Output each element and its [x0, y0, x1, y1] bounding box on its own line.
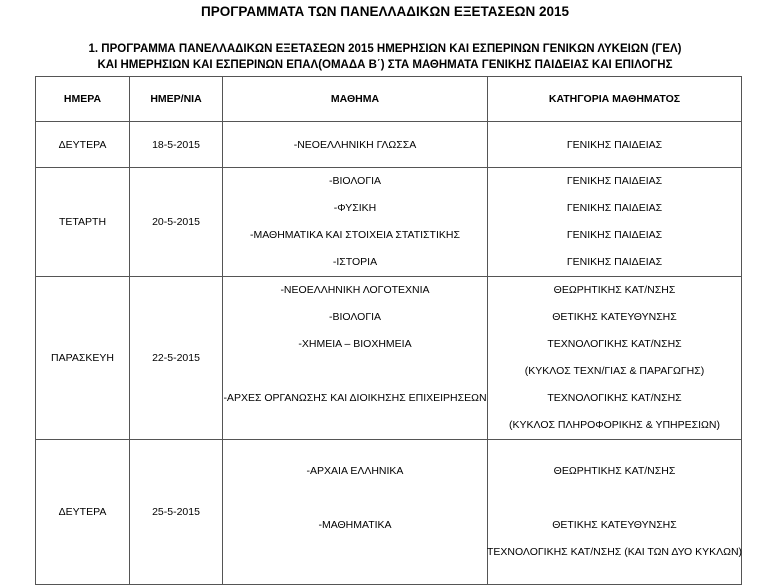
table-header-row	[36, 77, 742, 122]
subject-line: -ΙΣΤΟΡΙΑ	[332, 256, 378, 268]
table-row	[36, 277, 742, 440]
category-line: ΤΕΧΝΟΛΟΓΙΚΗΣ ΚΑΤ/ΝΣΗΣ	[547, 392, 682, 404]
date-cell: 18-5-2015	[130, 122, 223, 168]
category-line: (ΚΥΚΛΟΣ ΤΕΧΝ/ΓΙΑΣ & ΠΑΡΑΓΩΓΗΣ)	[524, 365, 705, 377]
date-cell: 22-5-2015	[130, 277, 223, 440]
table-row	[36, 168, 742, 277]
subject-line: -ΦΥΣΙΚΗ	[333, 202, 377, 214]
subject-cell	[223, 168, 488, 277]
subject-line: -ΒΙΟΛΟΓΙΑ	[328, 175, 382, 187]
subject-line: -ΧΗΜΕΙΑ – ΒΙΟΧΗΜΕΙΑ	[298, 338, 412, 350]
column-header-subject: ΜΑΘΗΜΑ	[223, 77, 488, 122]
day-cell: ΤΕΤΑΡΤΗ	[36, 168, 130, 277]
page-title: ΠΡΟΓΡΑΜΜΑΤΑ ΤΩΝ ΠΑΝΕΛΛΑΔΙΚΩΝ ΕΞΕΤΑΣΕΩΝ 2015	[200, 4, 569, 19]
table-row	[36, 122, 742, 168]
category-line: ΓΕΝΙΚΗΣ ΠΑΙΔΕΙΑΣ	[566, 138, 663, 151]
section-heading-line-2: ΚΑΙ ΗΜΕΡΗΣΙΩΝ ΚΑΙ ΕΣΠΕΡΙΝΩΝ ΕΠΑΛ(ΟΜΑΔΑ Β΄) ΣΤΑ ΜΑΘΗΜΑΤΑ ΓΕΝΙΚΗΣ ΠΑΙΔΕΙΑΣ ΚΑΙ ΕΠΙΛΟΓΗΣ	[97, 59, 673, 71]
subject-line: -ΑΡΧΕΣ ΟΡΓΑΝΩΣΗΣ ΚΑΙ ΔΙΟΙΚΗΣΗΣ ΕΠΙΧΕΙΡΗΣΕΩΝ	[223, 392, 487, 404]
section-heading	[0, 41, 770, 73]
day-cell: ΠΑΡΑΣΚΕΥΗ	[36, 277, 130, 440]
category-line: ΓΕΝΙΚΗΣ ΠΑΙΔΕΙΑΣ	[566, 229, 663, 241]
date-cell: 25-5-2015	[130, 440, 223, 585]
day-cell: ΔΕΥΤΕΡΑ	[36, 122, 130, 168]
category-line: ΤΕΧΝΟΛΟΓΙΚΗΣ ΚΑΤ/ΝΣΗΣ	[547, 338, 682, 350]
category-cell	[488, 168, 742, 277]
category-cell	[488, 277, 742, 440]
day-cell: ΔΕΥΤΕΡΑ	[36, 440, 130, 585]
category-line: ΓΕΝΙΚΗΣ ΠΑΙΔΕΙΑΣ	[566, 175, 663, 187]
exam-schedule-table	[35, 76, 742, 585]
category-line: (ΚΥΚΛΟΣ ΠΛΗΡΟΦΟΡΙΚΗΣ & ΥΠΗΡΕΣΙΩΝ)	[509, 419, 720, 431]
category-line: ΘΕΩΡΗΤΙΚΗΣ ΚΑΤ/ΝΣΗΣ	[553, 284, 676, 296]
category-cell	[488, 440, 742, 585]
category-line: ΓΕΝΙΚΗΣ ΠΑΙΔΕΙΑΣ	[566, 256, 663, 268]
category-line: ΘΕΤΙΚΗΣ ΚΑΤΕΥΘΥΝΣΗΣ	[552, 519, 677, 531]
subject-cell	[223, 440, 488, 585]
category-line: ΓΕΝΙΚΗΣ ΠΑΙΔΕΙΑΣ	[566, 202, 663, 214]
category-line: ΤΕΧΝΟΛΟΓΙΚΗΣ ΚΑΤ/ΝΣΗΣ (ΚΑΙ ΤΩΝ ΔΥΟ ΚΥΚΛΩΝ)	[486, 546, 743, 558]
date-cell: 20-5-2015	[130, 168, 223, 277]
subject-cell	[223, 277, 488, 440]
subject-line: -ΜΑΘΗΜΑΤΙΚΑ	[318, 519, 392, 531]
subject-cell	[223, 122, 488, 168]
category-cell	[488, 122, 742, 168]
subject-line: -ΑΡΧΑΙΑ ΕΛΛΗΝΙΚΑ	[306, 465, 404, 477]
category-line: ΘΕΩΡΗΤΙΚΗΣ ΚΑΤ/ΝΣΗΣ	[553, 465, 676, 477]
column-header-day: ΗΜΕΡΑ	[36, 77, 130, 122]
category-line: ΘΕΤΙΚΗΣ ΚΑΤΕΥΘΥΝΣΗΣ	[552, 311, 677, 323]
column-header-date: ΗΜΕΡ/ΝΙΑ	[130, 77, 223, 122]
section-heading-line-1: 1. ΠΡΟΓΡΑΜΜΑ ΠΑΝΕΛΛΑΔΙΚΩΝ ΕΞΕΤΑΣΕΩΝ 2015 ΗΜΕΡΗΣΙΩΝ ΚΑΙ ΕΣΠΕΡΙΝΩΝ ΓΕΝΙΚΩΝ ΛΥΚΕΙΩΝ (ΓΕΛ)	[88, 43, 682, 55]
table-row	[36, 440, 742, 585]
column-header-category: ΚΑΤΗΓΟΡΙΑ ΜΑΘΗΜΑΤΟΣ	[488, 77, 742, 122]
subject-line: -ΝΕΟΕΛΛΗΝΙΚΗ ΓΛΩΣΣΑ	[293, 138, 417, 151]
subject-line: -ΜΑΘΗΜΑΤΙΚΑ ΚΑΙ ΣΤΟΙΧΕΙΑ ΣΤΑΤΙΣΤΙΚΗΣ	[250, 229, 460, 241]
subject-line: -ΒΙΟΛΟΓΙΑ	[328, 311, 382, 323]
subject-line: -ΝΕΟΕΛΛΗΝΙΚΗ ΛΟΓΟΤΕΧΝΙΑ	[280, 284, 430, 296]
